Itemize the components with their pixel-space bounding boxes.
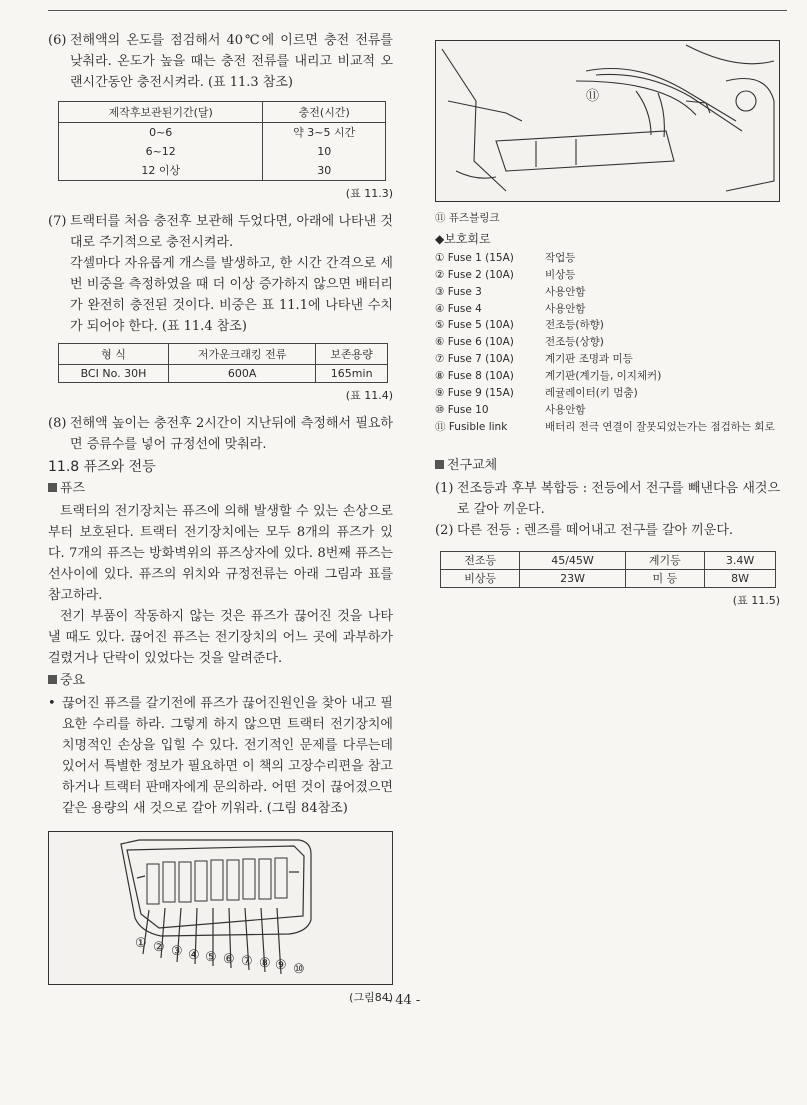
bulb-item-2 bbox=[435, 520, 780, 541]
protection-circuit-legend bbox=[435, 210, 780, 436]
bulb-item-number: (2) bbox=[435, 522, 454, 538]
callout-label: ④ bbox=[188, 948, 200, 963]
fuse-name: ⑨ Fuse 9 (15A) bbox=[435, 387, 514, 400]
fuse-heading-text: 퓨즈 bbox=[60, 481, 86, 496]
list-item bbox=[435, 385, 780, 402]
callout-label: ⑥ bbox=[223, 952, 235, 967]
table-11-4-header: 저가운크래킹 전류 bbox=[168, 344, 315, 365]
fuse-box-illustration bbox=[49, 832, 392, 980]
item-6 bbox=[48, 30, 393, 93]
important-heading-text: 중요 bbox=[60, 673, 86, 688]
table-cell: 약 3~5 시간 bbox=[293, 126, 356, 139]
table-cell: 0~6 bbox=[59, 123, 263, 143]
list-item bbox=[435, 402, 780, 419]
table-cell: 미 등 bbox=[625, 569, 704, 587]
fuse-description: 배터리 전극 연결이 잘못되었는가는 점검하는 회로 bbox=[545, 420, 775, 433]
figure-caption: ⑪ 퓨즈블링크 bbox=[435, 212, 500, 224]
table-cell: 3.4W bbox=[705, 551, 776, 569]
item-7-text: 트랙터를 처음 충전후 보관해 두었다면, 아래에 나타낸 것대로 주기적으로 충전시켜라. bbox=[70, 214, 393, 250]
figure-84 bbox=[48, 831, 393, 985]
fuse-name: ③ Fuse 3 bbox=[435, 285, 482, 298]
list-item bbox=[435, 284, 780, 301]
callout-label: ⑩ bbox=[293, 962, 305, 977]
fuse-description: 사용안함 bbox=[545, 285, 586, 298]
fuse-description: 사용안함 bbox=[545, 403, 586, 416]
table-cell: 6~12 bbox=[59, 142, 263, 161]
callout-label: ⑤ bbox=[205, 950, 217, 965]
table-11-4-header: 보존용량 bbox=[316, 344, 388, 365]
fuse-paragraph: 트랙터의 전기장치는 퓨즈에 의해 발생할 수 있는 손상으로 부터 보호된다. 트랙터 전기장치에는 모두 8개의 퓨즈가 있다. 7개의 퓨즈는 방화벽위의 퓨즈상자에 있다. 8번째 퓨즈는 선사이에 있다. 퓨즈의 위치와 규정전류는 아래 그림과 표를 참고하라. bbox=[48, 504, 393, 603]
right-column bbox=[435, 40, 780, 618]
engine-compartment-illustration bbox=[436, 41, 779, 201]
table-11-5-caption: (표 11.5) bbox=[732, 593, 780, 607]
fuse-description: 작업등 bbox=[545, 251, 576, 264]
item-7-body bbox=[70, 211, 393, 337]
list-item bbox=[435, 419, 780, 436]
fuse-name: ⑧ Fuse 8 (10A) bbox=[435, 370, 514, 383]
figure-84-caption: (그림84) bbox=[349, 991, 393, 1004]
square-bullet-icon bbox=[435, 460, 444, 469]
list-item bbox=[435, 301, 780, 318]
table-row bbox=[59, 365, 388, 383]
callout-label: ① bbox=[135, 936, 147, 951]
left-column bbox=[48, 30, 393, 1015]
table-11-3-caption: (표 11.3) bbox=[345, 187, 393, 200]
item-8-text: 전해액 높이는 충전후 2시간이 지난뒤에 측정해서 필요하면 증류수를 넣어 규정선에 맞춰라. bbox=[70, 416, 393, 452]
table-11-5 bbox=[440, 551, 776, 588]
fuse-heading bbox=[48, 479, 393, 499]
fuse-name: ⑦ Fuse 7 (10A) bbox=[435, 353, 514, 366]
important-text: 끊어진 퓨즈를 갈기전에 퓨즈가 끊어진원인을 찾아 내고 필요한 수리를 하라. 그렇게 하지 않으면 트랙터 전기장치에 치명적인 손상을 입힐 수 있다. 전기적인 문제를 다루는데 있어서 특별한 정보가 필요하면 이 책의 고장수리편을 참고하거나 트랙터 판매자에게 문의하라. 어떤 것이 끊어졌으면 같은 용량의 새 것으로 갈아 끼워라. (그림 84참조) bbox=[62, 696, 393, 816]
important-note bbox=[48, 693, 393, 819]
item-7-number: (7) bbox=[48, 214, 67, 229]
fuse-description: 전조등(상향) bbox=[545, 336, 604, 349]
table-11-4-caption: (표 11.4) bbox=[345, 389, 393, 402]
page-number: - 44 - bbox=[386, 993, 421, 1008]
list-item bbox=[435, 267, 780, 284]
bulb-heading-text: 전구교체 bbox=[447, 457, 498, 473]
item-6-number: (6) bbox=[48, 33, 67, 48]
square-bullet-icon bbox=[48, 675, 57, 684]
table-cell: 8W bbox=[705, 569, 776, 587]
important-heading bbox=[48, 671, 393, 691]
item-6-text: 전해액의 온도를 점검해서 40℃에 이르면 충전 전류를 낮춰라. 온도가 높을 때는 충전 전류를 내리고 비교적 오랜시간동안 충전시켜라. (표 11.3 참조) bbox=[70, 33, 393, 90]
table-row bbox=[59, 123, 386, 143]
list-item bbox=[435, 317, 780, 334]
fuse-description: 전조등(하향) bbox=[545, 319, 604, 332]
item-8-number: (8) bbox=[48, 416, 67, 431]
item-7 bbox=[48, 211, 393, 337]
top-rule bbox=[48, 10, 787, 11]
table-cell: 계기등 bbox=[625, 551, 704, 569]
list-item bbox=[435, 368, 780, 385]
table-cell: BCI No. 30H bbox=[59, 365, 169, 383]
bullet-icon: • bbox=[48, 696, 56, 711]
fuse-paragraph: 전기 부품이 작동하지 않는 것은 퓨즈가 끊어진 것을 나타낼 때도 있다. 끊어진 퓨즈는 전기장치의 어느 곳에 과부하가 걸렸거나 단락이 있었다는 것을 알려준다. bbox=[48, 609, 393, 666]
bulb-item-text: 다른 전등 : 렌즈를 떼어내고 전구를 갈아 끼운다. bbox=[457, 522, 734, 538]
table-11-3 bbox=[58, 101, 386, 181]
fuse-name: ④ Fuse 4 bbox=[435, 302, 482, 315]
table-11-3-header: 제작후보관된기간(달) bbox=[59, 102, 263, 123]
fusible-link-figure bbox=[435, 40, 780, 202]
item-7-text: 각셀마다 자유롭게 개스를 발생하고, 한 시간 간격으로 세 번 비중을 측정하였을 때 더 이상 증가하지 않으면 배터리가 완전히 충전된 것이다. 비중은 표 11.1에 나타낸 수치가 되어야 한다. (표 11.4 참조) bbox=[70, 256, 393, 334]
table-cell: 165min bbox=[316, 365, 388, 383]
fuse-description: 계기판 조명과 미등 bbox=[545, 353, 633, 366]
table-cell: 23W bbox=[520, 569, 625, 587]
callout-label: ⑦ bbox=[241, 954, 253, 969]
table-cell: 45/45W bbox=[520, 551, 625, 569]
protection-heading: ◆보호회로 bbox=[435, 231, 491, 246]
fuse-name: ② Fuse 2 (10A) bbox=[435, 268, 514, 281]
fuse-description: 레귤레이터(키 멈춤) bbox=[545, 387, 638, 400]
bulb-heading bbox=[435, 456, 780, 476]
section-title: 11.8 퓨즈와 전등 bbox=[48, 459, 156, 475]
bulb-item-1 bbox=[435, 478, 780, 520]
table-11-4-header: 형 식 bbox=[59, 344, 169, 365]
fuse-name: ⑪ Fusible link bbox=[435, 420, 508, 433]
square-bullet-icon bbox=[48, 483, 57, 492]
fuse-name: ⑩ Fuse 10 bbox=[435, 403, 489, 416]
item-8 bbox=[48, 413, 393, 455]
list-item bbox=[435, 250, 780, 267]
list-item bbox=[435, 351, 780, 368]
bulb-item-number: (1) bbox=[435, 480, 454, 496]
list-item bbox=[435, 334, 780, 351]
table-11-4 bbox=[58, 343, 388, 383]
fusible-link-callout: ⑪ bbox=[586, 89, 600, 104]
fuse-name: ① Fuse 1 (15A) bbox=[435, 251, 514, 264]
fuse-description: 비상등 bbox=[545, 268, 576, 281]
callout-label: ② bbox=[153, 940, 165, 955]
table-row bbox=[59, 161, 386, 181]
table-cell: 10 bbox=[317, 145, 332, 158]
fuse-description: 사용안함 bbox=[545, 302, 586, 315]
callout-label: ③ bbox=[171, 944, 183, 959]
bulb-item-text: 전조등과 후부 복합등 : 전등에서 전구를 빼낸다음 새것으로 갈아 끼운다. bbox=[457, 480, 780, 517]
table-row bbox=[441, 569, 776, 587]
callout-label: ⑧ bbox=[259, 956, 271, 971]
table-cell: 전조등 bbox=[441, 551, 520, 569]
table-cell: 12 이상 bbox=[59, 161, 263, 181]
callout-label: ⑨ bbox=[275, 958, 287, 973]
fuse-name: ⑤ Fuse 5 (10A) bbox=[435, 319, 514, 332]
table-cell: 비상등 bbox=[441, 569, 520, 587]
fuse-name: ⑥ Fuse 6 (10A) bbox=[435, 336, 514, 349]
table-cell: 600A bbox=[168, 365, 315, 383]
fuse-description: 계기판(계기들, 이지체커) bbox=[545, 370, 662, 383]
table-row bbox=[441, 551, 776, 569]
table-11-3-header: 충전(시간) bbox=[263, 102, 386, 123]
table-row bbox=[59, 142, 386, 161]
table-cell: 30 bbox=[317, 164, 332, 177]
